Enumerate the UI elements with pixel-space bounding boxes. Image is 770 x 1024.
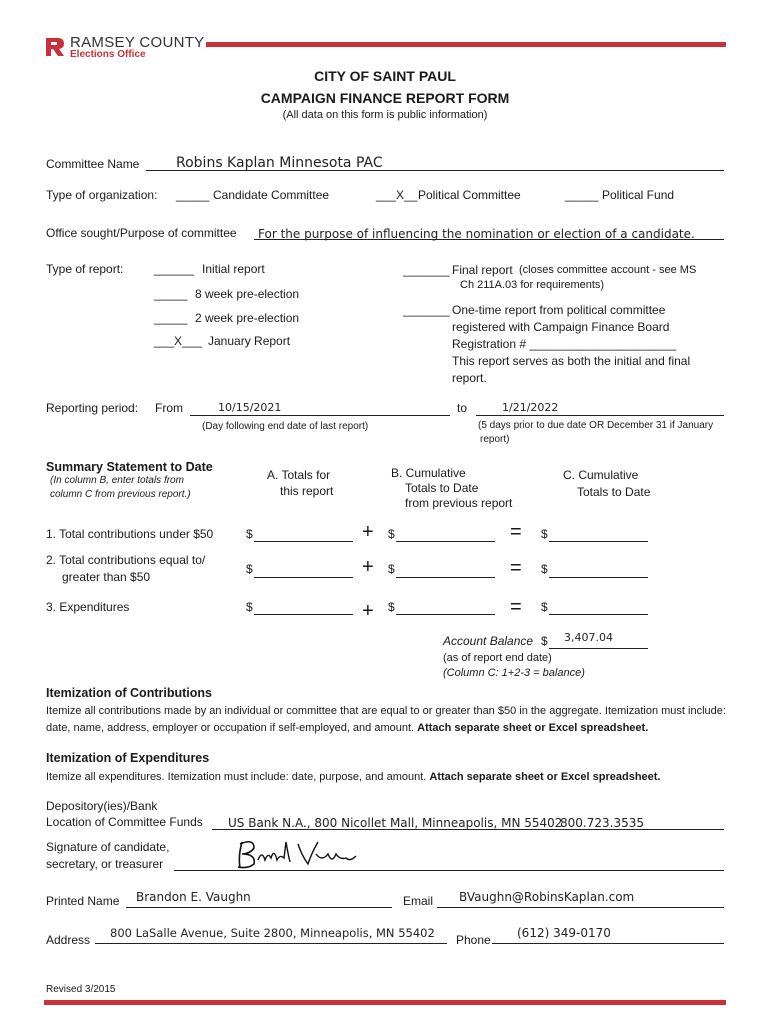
account-balance-value[interactable]: 3,407.04 (564, 631, 613, 644)
political-committee-label: Political Committee (418, 188, 521, 202)
row-2-label-2: greater than $50 (62, 570, 151, 584)
header-rule (206, 42, 726, 47)
account-balance-note-2: (Column C: 1+2-3 = balance) (443, 667, 585, 679)
account-balance-note-1: (as of report end date) (443, 652, 552, 664)
summary-note-1: (In column B, enter totals from (50, 475, 184, 486)
form-title-1: CITY OF SAINT PAUL (314, 68, 456, 84)
col-c-header-1: C. Cumulative (563, 468, 639, 482)
exp-itemization-bold: Attach separate sheet or Excel spreadsheet. (429, 771, 661, 783)
summary-title: Summary Statement to Date (46, 460, 213, 474)
period-to-note-2: report) (480, 434, 510, 445)
account-balance-dollar: $ (541, 634, 548, 648)
row-2-equals: = (510, 557, 522, 579)
row-2-col-a-input[interactable] (254, 577, 353, 578)
final-report-note-2: Ch 211A.03 for requirements) (460, 279, 605, 291)
eight-week-label: 8 week pre-election (195, 287, 300, 301)
signature-image[interactable] (232, 836, 362, 872)
final-report-note-1: (closes committee account - see MS (519, 264, 697, 276)
final-report-mark[interactable]: _______ (403, 263, 450, 277)
footer-rule (44, 1000, 726, 1005)
exp-itemization-title: Itemization of Expenditures (46, 751, 210, 765)
ramsey-county-logo-icon (44, 36, 66, 58)
candidate-committee-label: Candidate Committee (213, 188, 330, 202)
period-from-label: From (155, 401, 183, 415)
address-value[interactable]: 800 LaSalle Avenue, Suite 2800, Minneapolis, MN 55402 (110, 926, 435, 940)
row-1-col-b-input[interactable] (396, 541, 495, 542)
row-3-equals: = (510, 596, 522, 618)
logo (44, 34, 214, 62)
col-a-header-1: A. Totals for (267, 468, 331, 482)
two-week-mark[interactable]: _____ (154, 311, 188, 325)
period-to-label: to (457, 401, 468, 415)
printed-name-label: Printed Name (46, 894, 120, 908)
row-3-col-c-dollar: $ (541, 600, 548, 614)
committee-name-label: Committee Name (46, 157, 140, 171)
summary-note-2: column C from previous report.) (50, 489, 191, 500)
onetime-report-line-2: registered with Campaign Finance Board (452, 320, 670, 334)
email-value[interactable]: BVaughn@RobinsKaplan.com (459, 890, 635, 904)
row-1-col-c-input[interactable] (549, 541, 648, 542)
col-b-header-2: Totals to Date (405, 481, 479, 495)
political-fund-mark[interactable]: _____ (565, 188, 599, 202)
period-to-note-1: (5 days prior to due date OR December 31 if January (478, 420, 714, 431)
account-balance-label: Account Balance (443, 634, 534, 648)
row-1-col-a-input[interactable] (254, 541, 353, 542)
candidate-committee-mark[interactable]: _____ (176, 188, 210, 202)
row-3-col-b-dollar: $ (388, 600, 395, 614)
january-report-label: January Report (208, 334, 291, 348)
final-report-label: Final report (452, 263, 513, 277)
row-2-label-1: 2. Total contributions equal to/ (46, 553, 206, 567)
printed-name-line (126, 907, 392, 908)
report-type-label: Type of report: (46, 262, 124, 276)
office-label: Office sought/Purpose of committee (46, 226, 237, 240)
registration-number[interactable]: Registration # ______________________ (452, 337, 677, 351)
row-1-plus: + (362, 521, 374, 543)
period-label: Reporting period: (46, 401, 139, 415)
row-2-col-a-dollar: $ (246, 562, 253, 576)
row-3-col-a-dollar: $ (246, 600, 253, 614)
both-report-line-2: report. (452, 371, 487, 385)
period-from-note: (Day following end date of last report) (202, 421, 369, 432)
col-b-header-1: B. Cumulative (391, 466, 466, 480)
january-report-mark[interactable]: ___X___ (154, 334, 203, 348)
period-from-line (190, 415, 450, 416)
period-from-value[interactable]: 10/15/2021 (218, 401, 282, 414)
depository-value[interactable]: US Bank N.A., 800 Nicollet Mall, Minneapolis, MN 55402 (228, 816, 563, 830)
row-3-col-c-input[interactable] (549, 614, 648, 615)
depository-label-2: Location of Committee Funds (46, 815, 203, 829)
email-line (437, 907, 724, 908)
period-to-value[interactable]: 1/21/2022 (502, 401, 559, 414)
contrib-itemization-bold: Attach separate sheet or Excel spreadsheet. (417, 722, 649, 734)
org-type-label: Type of organization: (46, 188, 158, 202)
row-1-equals: = (510, 521, 522, 543)
row-1-label: 1. Total contributions under $50 (46, 527, 214, 541)
row-1-col-a-dollar: $ (246, 527, 253, 541)
two-week-label: 2 week pre-election (195, 311, 300, 325)
both-report-line-1: This report serves as both the initial and final (452, 354, 691, 368)
onetime-report-mark[interactable]: _______ (403, 303, 450, 317)
form-title-2: CAMPAIGN FINANCE REPORT FORM (260, 90, 510, 106)
eight-week-mark[interactable]: _____ (154, 287, 188, 301)
col-b-header-3: from previous report (405, 496, 513, 510)
row-3-plus: + (362, 600, 374, 622)
onetime-report-line-1: One-time report from political committee (452, 303, 666, 317)
office-value[interactable]: For the purpose of influencing the nomination or election of a candidate. (258, 227, 695, 241)
org-name: RAMSEY COUNTY (70, 34, 205, 51)
form-subtitle: (All data on this form is public information) (282, 109, 488, 121)
contrib-itemization-title: Itemization of Contributions (46, 686, 212, 700)
row-1-col-b-dollar: $ (388, 527, 395, 541)
phone-label: Phone (456, 933, 491, 947)
row-2-plus: + (362, 556, 374, 578)
account-balance-line (549, 648, 648, 649)
initial-report-mark[interactable]: ______ (154, 262, 195, 276)
col-a-header-2: this report (280, 484, 334, 498)
phone-value[interactable]: (612) 349-0170 (517, 926, 611, 940)
row-3-col-b-input[interactable] (396, 614, 495, 615)
address-line (95, 943, 447, 944)
depository-label-1: Depository(ies)/Bank (46, 799, 158, 813)
depository-phone[interactable]: 800.723.3535 (560, 816, 644, 830)
contrib-itemization-body: Itemize all contributions made by an individual or committee that are equal to or greater than $50 in the aggregate. Itemization must include: date, name, address, employer or occupation if self-employed, and amount. (46, 705, 726, 734)
col-c-header-2: Totals to Date (577, 485, 651, 499)
exp-itemization-text (46, 769, 736, 786)
signature-label-2: secretary, or treasurer (46, 857, 164, 871)
row-3-label: 3. Expenditures (46, 600, 130, 614)
exp-itemization-body: Itemize all expenditures. Itemization must include: date, purpose, and amount. (46, 771, 427, 783)
printed-name-value[interactable]: Brandon E. Vaughn (136, 890, 251, 904)
org-sub: Elections Office (70, 49, 146, 60)
row-2-col-c-input[interactable] (549, 577, 648, 578)
committee-name-value[interactable]: Robins Kaplan Minnesota PAC (176, 155, 383, 171)
row-3-col-a-input[interactable] (254, 614, 353, 615)
signature-label-1: Signature of candidate, (46, 840, 170, 854)
row-2-col-b-dollar: $ (388, 562, 395, 576)
political-fund-label: Political Fund (602, 188, 675, 202)
row-2-col-c-dollar: $ (541, 562, 548, 576)
political-committee-mark[interactable]: ___X__ (376, 188, 418, 202)
revised-date: Revised 3/2015 (46, 984, 116, 995)
address-label: Address (46, 933, 91, 947)
period-to-line (476, 415, 724, 416)
row-2-col-b-input[interactable] (396, 577, 495, 578)
contrib-itemization-text (46, 703, 736, 737)
phone-line (492, 943, 724, 944)
email-label: Email (403, 894, 434, 908)
initial-report-label: Initial report (202, 262, 265, 276)
row-1-col-c-dollar: $ (541, 527, 548, 541)
